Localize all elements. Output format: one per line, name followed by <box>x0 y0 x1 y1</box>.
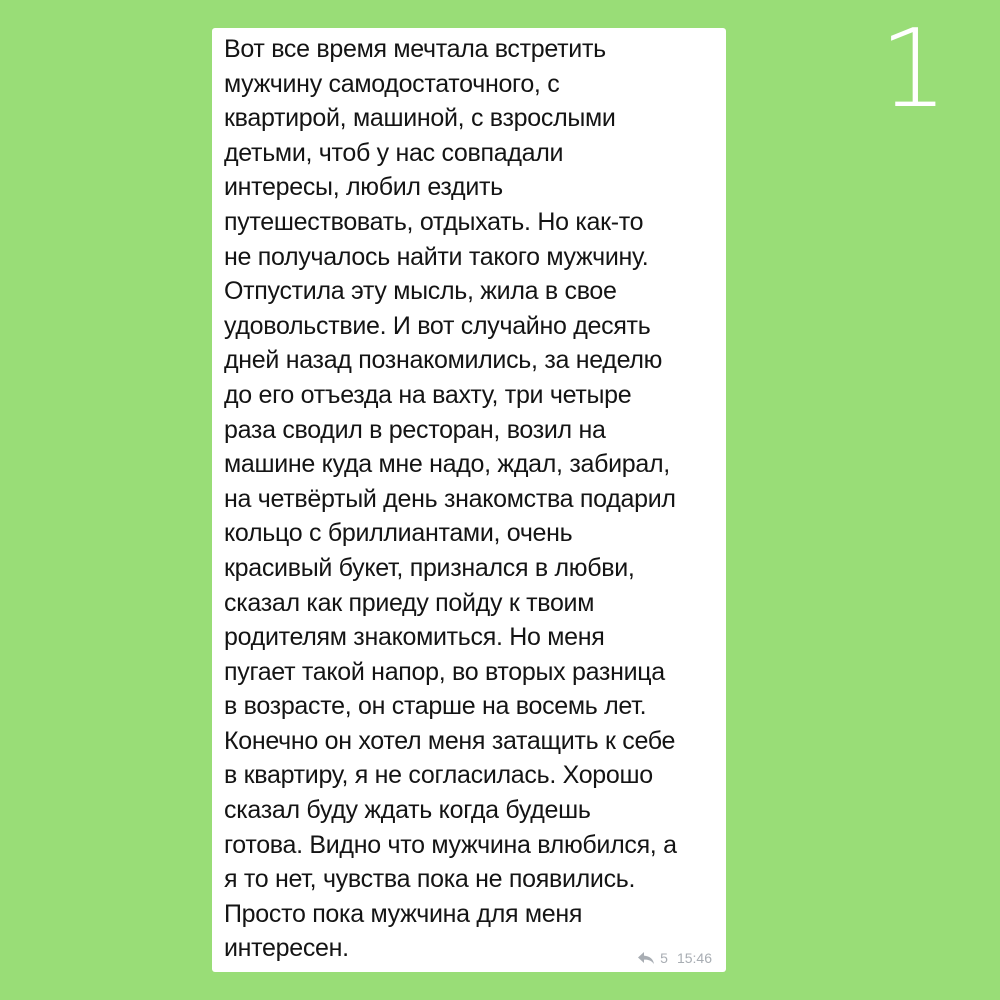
page-number: 1 <box>879 7 948 132</box>
message-line: Конечно он хотел меня затащить к себе <box>224 726 676 755</box>
message-line: сказал как приеду пойду к твоим <box>224 588 595 617</box>
message-line: родителям знакомиться. Но меня <box>224 623 605 652</box>
message-line: раза сводил в ресторан, возил на <box>224 415 606 444</box>
message-line: интересен. <box>224 934 349 963</box>
message-line: путешествовать, отдыхать. Но как-то <box>224 207 644 236</box>
message-line: Просто пока мужчина для меня <box>224 899 583 928</box>
message-line: Отпустила эту мысль, жила в свое <box>224 277 617 306</box>
message-line: на четвёртый день знакомства подарил <box>224 484 676 513</box>
message-bubble[interactable] <box>212 28 726 972</box>
message-time: 15:46 <box>676 950 712 966</box>
message-line: удовольствие. И вот случайно десять <box>224 311 651 340</box>
message-text <box>224 32 726 966</box>
reply-arrow-icon[interactable] <box>637 951 655 965</box>
message-line: готова. Видно что мужчина влюбился, а <box>224 830 677 859</box>
message-meta <box>637 950 712 966</box>
message-line: я то нет, чувства пока не появились. <box>224 865 636 894</box>
message-line: детьми, чтоб у нас совпадали <box>224 138 564 167</box>
message-line: пугает такой напор, во вторых разница <box>224 657 665 686</box>
message-line: машине куда мне надо, ждал, забирал, <box>224 450 670 479</box>
message-line: в возрасте, он старше на восемь лет. <box>224 692 647 721</box>
reply-count: 5 <box>660 950 668 966</box>
message-line: дней назад познакомились, за неделю <box>224 346 663 375</box>
message-line: не получалось найти такого мужчину. <box>224 242 649 271</box>
message-line: красивый букет, признался в любви, <box>224 553 635 582</box>
message-line: мужчину самодостаточного, с <box>224 69 560 98</box>
message-line: Вот все время мечтала встретить <box>224 35 606 63</box>
message-line: сказал буду ждать когда будешь <box>224 796 591 825</box>
message-line: кольцо с бриллиантами, очень <box>224 519 573 548</box>
message-line: до его отъезда на вахту, три четыре <box>224 380 632 409</box>
message-line: квартирой, машиной, с взрослыми <box>224 104 616 133</box>
message-line: интересы, любил ездить <box>224 173 503 202</box>
message-line: в квартиру, я не согласилась. Хорошо <box>224 761 653 790</box>
